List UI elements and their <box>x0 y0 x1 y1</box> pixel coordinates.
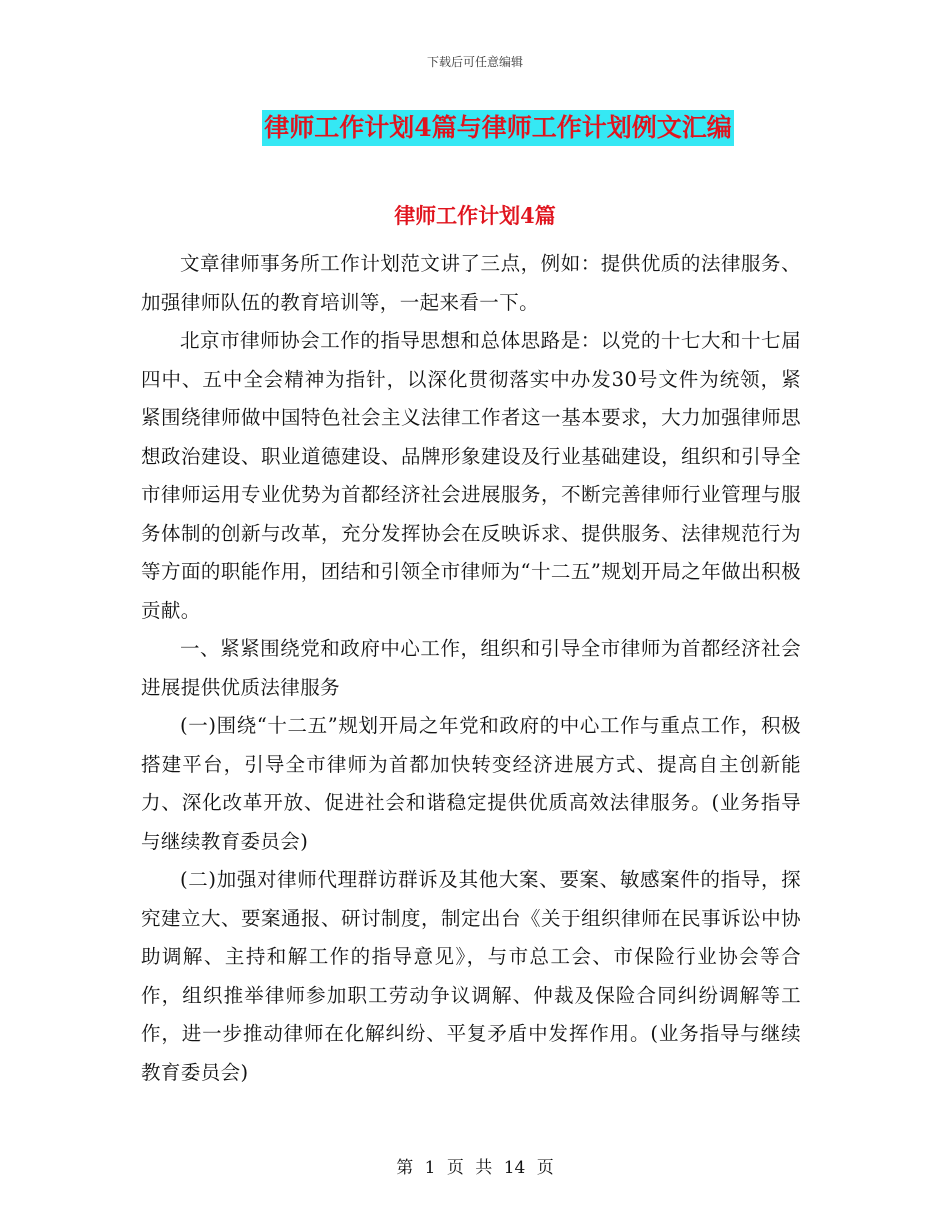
paragraph-section-one-heading: 一、紧紧围绕党和政府中心工作，组织和引导全市律师为首都经济社会进展提供优质法律服务 <box>141 637 801 699</box>
paragraph-guiding-thought: 北京市律师协会工作的指导思想和总体思路是：以党的十七大和十七届四中、五中全会精神为指针，以深化贯彻落实中办发30号文件为统领，紧紧围绕律师做中国特色社会主义法律工作者这一基本要求，大力加强律师思想政治建设、职业道德建设、品牌形象建设及行业基础建设，组织和引导全市律师运用专业优势为首都经济社会进展服务，不断完善律师行业管理与服务体制的创新与改革，充分发挥协会在反映诉求、提供服务、法律规范行为等方面的职能作用，团结和引领全市律师为“十二五”规划开局之年做出积极贡献。 <box>141 329 801 622</box>
paragraph-item-two: (二)加强对律师代理群访群诉及其他大案、要案、敏感案件的指导，探究建立大、要案通报、研讨制度，制定出台《关于组织律师在民事诉讼中协助调解、主持和解工作的指导意见》，与市总工会、市保险行业协会等合作，组织推举律师参加职工劳动争议调解、仲裁及保险合同纠纷调解等工作，进一步推动律师在化解纠纷、平复矛盾中发挥作用。(业务指导与继续教育委员会) <box>141 868 801 1084</box>
paragraph-item-one: (一)围绕“十二五”规划开局之年党和政府的中心工作与重点工作，积极搭建平台，引导全市律师为首都加快转变经济进展方式、提高自主创新能力、深化改革开放、促进社会和谐稳定提供优质高效法律服务。(业务指导与继续教育委员会) <box>141 714 801 853</box>
header-note: 下载后可任意编辑 <box>426 55 523 69</box>
document-body <box>141 245 801 1092</box>
page-number-footer: 第 1 页 共 14 页 <box>396 1158 554 1178</box>
paragraph-intro: 文章律师事务所工作计划范文讲了三点，例如：提供优质的法律服务、加强律师队伍的教育培训等，一起来看一下。 <box>141 252 801 314</box>
document-title-container <box>0 110 950 146</box>
section-title: 律师工作计划4篇 <box>394 203 556 228</box>
document-title: 律师工作计划4篇与律师工作计划例文汇编 <box>262 110 733 146</box>
